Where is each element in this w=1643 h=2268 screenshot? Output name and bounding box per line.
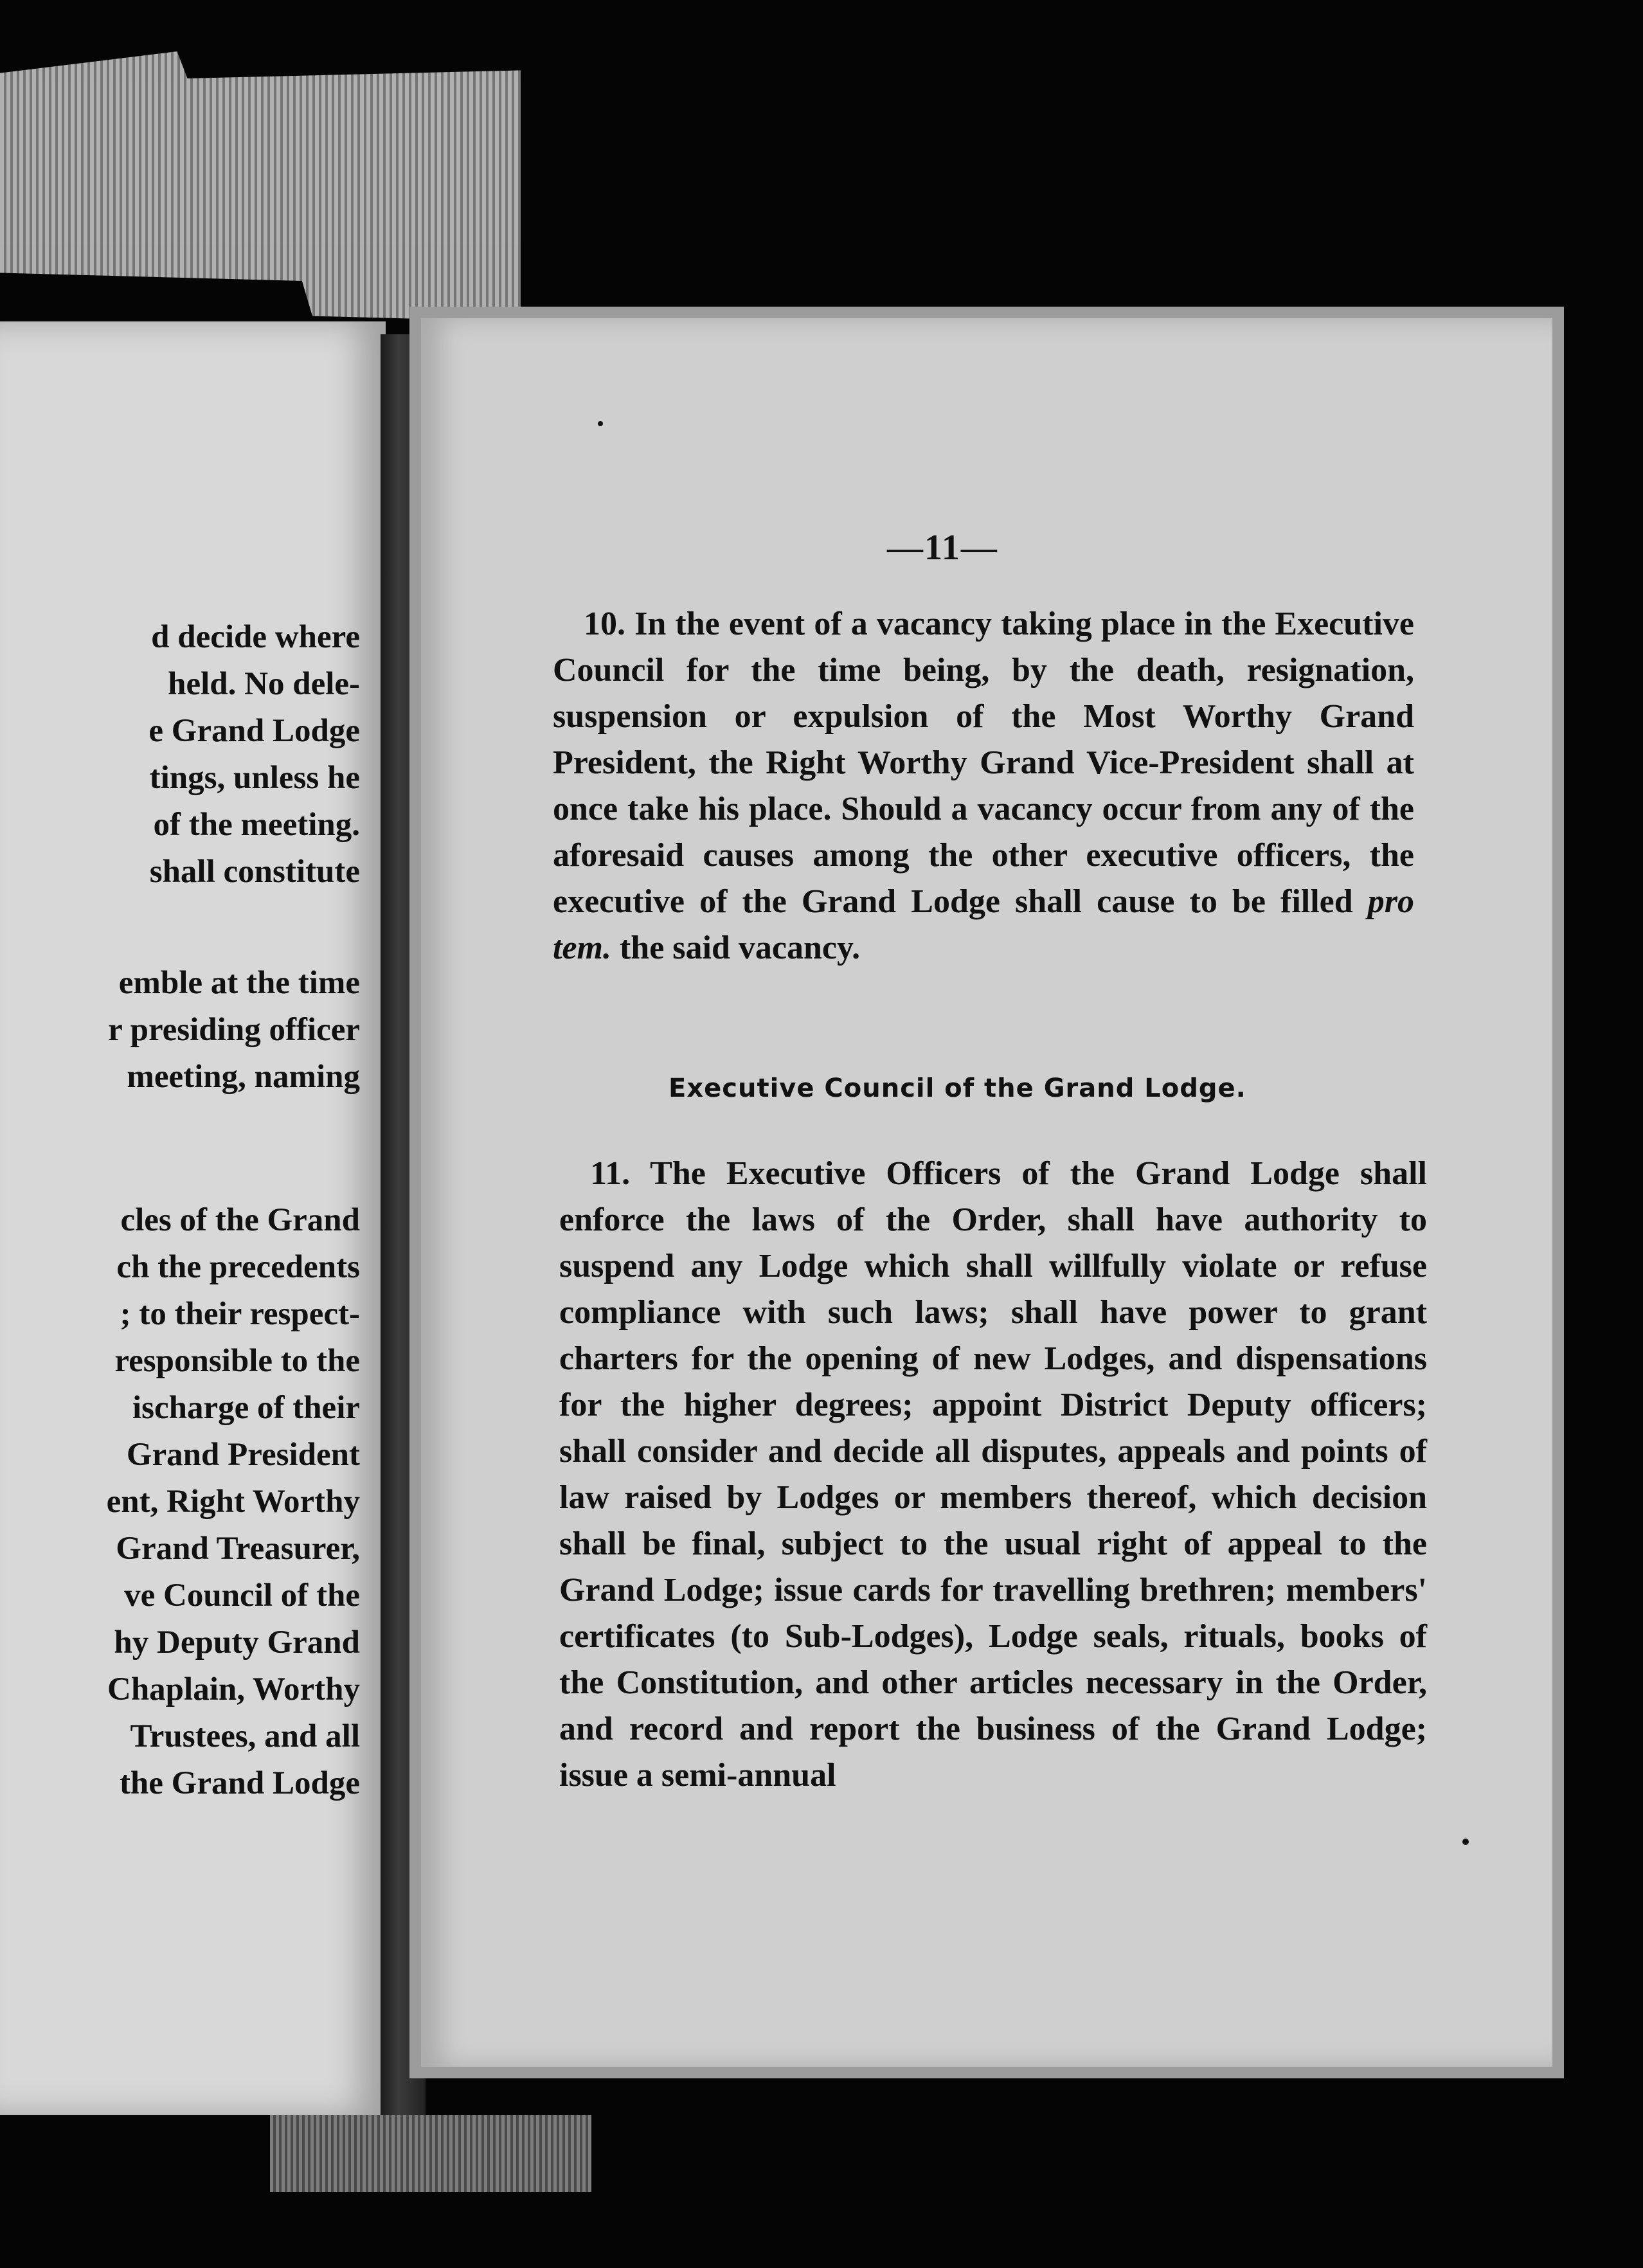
paragraph-10 xyxy=(553,601,1414,971)
left-line: shall constitute xyxy=(149,854,360,890)
left-line: ; to their respect- xyxy=(120,1296,360,1332)
ink-speck xyxy=(1462,1839,1469,1845)
left-line: meeting, naming xyxy=(127,1059,360,1095)
left-line: hy Deputy Grand xyxy=(114,1625,360,1661)
left-line: Chaplain, Worthy xyxy=(107,1671,360,1707)
paragraph-11 xyxy=(559,1151,1427,1799)
left-page-text xyxy=(0,614,360,1807)
left-line: responsible to the xyxy=(114,1343,360,1379)
book-gutter xyxy=(381,334,426,2115)
binding-tape-top xyxy=(0,51,521,321)
binding-tape-bottom xyxy=(270,2115,591,2192)
ink-speck xyxy=(598,421,603,426)
left-line: held. No dele- xyxy=(168,666,360,702)
left-line: tings, unless he xyxy=(149,760,360,796)
left-line: Grand President xyxy=(126,1437,360,1473)
paragraph-10-text: 10. In the event of a vacancy taking place in the Executive Council for the time being, by the death, resignation, suspension or expulsion of the Most Worthy Grand President, the Right Worthy Grand Vice-President shall at once take his place. Should a vacancy occur from any of the aforesaid causes among the other executive officers, the executive of the Grand Lodge shall cause to be filled xyxy=(553,606,1414,920)
left-line: Grand Treasurer, xyxy=(116,1531,360,1567)
paragraph-11-text: 11. The Executive Officers of the Grand Lodge shall enforce the laws of the Order, shall have authority to suspend any Lodge which shall willfully violate or refuse compliance with such laws; shall have power to grant charters for the opening of new Lodges, and dispensations for the higher degrees; appoint District Deputy officers; shall consider and decide all disputes, appeals and points of law raised by Lodges or members thereof, which decision shall be final, subject to the usual right of appeal to the Grand Lodge; issue cards for travelling brethren; members' certificates (to Sub-Lodges), Lodge seals, rituals, books of the Constitution, and other articles necessary in the Order, and record and report the business of the Grand Lodge; issue a semi-annual xyxy=(559,1155,1427,1794)
left-line: cles of the Grand xyxy=(120,1202,360,1238)
left-page xyxy=(0,321,386,2115)
left-line: Trustees, and all xyxy=(130,1718,360,1754)
left-line: of the meeting. xyxy=(153,807,360,843)
left-line: ve Council of the xyxy=(124,1578,360,1614)
left-line: ischarge of their xyxy=(132,1390,360,1426)
left-line: emble at the time xyxy=(118,965,360,1001)
paragraph-10-tail: the said vacancy. xyxy=(611,930,861,966)
left-line: ent, Right Worthy xyxy=(106,1484,360,1520)
page-number: —11— xyxy=(887,528,998,568)
left-line: r presiding officer xyxy=(108,1012,360,1048)
left-line: d decide where xyxy=(151,619,360,655)
section-heading: Executive Council of the Grand Lodge. xyxy=(669,1074,1246,1103)
paragraph-10-italic: pro tem. xyxy=(553,883,1414,966)
left-line: ch the precedents xyxy=(116,1249,360,1285)
left-line: e Grand Lodge xyxy=(148,713,360,749)
left-line: the Grand Lodge xyxy=(119,1765,360,1801)
